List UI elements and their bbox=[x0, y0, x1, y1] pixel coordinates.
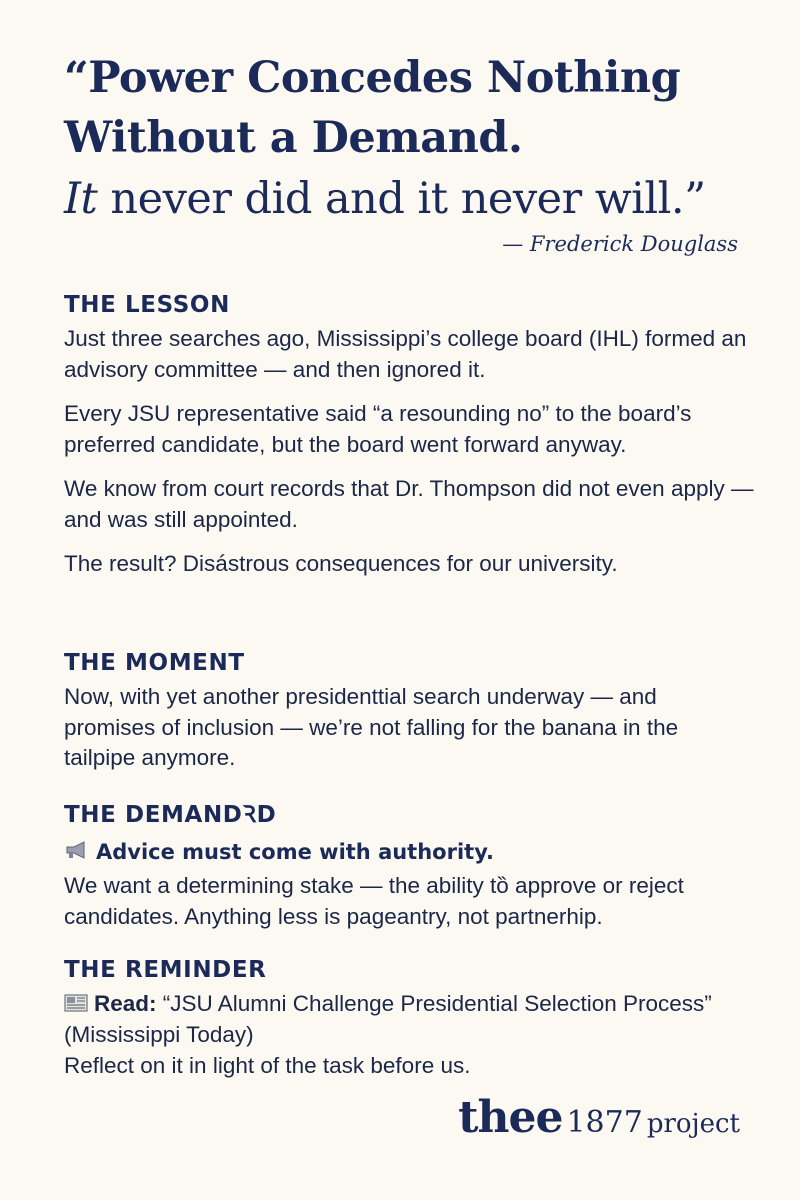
logo-project: project bbox=[646, 1109, 740, 1139]
quote-line-3 bbox=[64, 168, 764, 230]
lesson-heading: THE LESSON bbox=[64, 292, 230, 318]
demand-paragraph: We want a determining stake — the ability tȍ approve or reject candidates. Anything less is pageantry, not partnerhip. bbox=[64, 873, 684, 929]
demand-bold-line bbox=[64, 836, 764, 869]
demand-heading: THE DEMANDꝚD bbox=[64, 802, 277, 828]
logo-thee: thee bbox=[458, 1092, 563, 1143]
quote-line-1: “Power Concedes Nothing bbox=[64, 53, 681, 103]
lesson-paragraph-2: Every JSU representative said “a resounding no” to the board’s preferred candidate, but the board went forward anyway. bbox=[64, 401, 692, 457]
quote-line-3-italic: It bbox=[64, 174, 98, 224]
quote-line-2: Without a Demand. bbox=[64, 113, 523, 163]
thee-1877-project-logo bbox=[458, 1092, 740, 1143]
quote-block bbox=[64, 48, 764, 230]
lesson-paragraph-1: Just three searches ago, Mississippi’s college board (IHL) formed an advisory committee — and then ignored it. bbox=[64, 326, 747, 382]
read-article-title: “JSU Alumni Challenge Presidential Selection Process” (Mississippi Today) bbox=[64, 991, 712, 1048]
quote-attribution: — Frederick Douglass bbox=[502, 232, 738, 256]
moment-section bbox=[64, 648, 764, 774]
moment-heading: THE MOMENT bbox=[64, 650, 245, 676]
reminder-read-line bbox=[64, 989, 724, 1051]
megaphone-icon bbox=[64, 837, 90, 869]
demand-bold-text: Advice must come with authority. bbox=[96, 840, 494, 864]
logo-year: 1877 bbox=[566, 1105, 643, 1140]
lesson-paragraph-3: We know from court records that Dr. Thompson did not even apply — and was still appointed. bbox=[64, 476, 754, 532]
reminder-paragraph: Reflect on it in light of the task before us. bbox=[64, 1052, 471, 1078]
moment-paragraph: Now, with yet another presidenttial search underway — and promises of inclusion — we’re not falling for the banana in the tailpipe anymore. bbox=[64, 684, 679, 770]
reminder-heading: THE REMINDER bbox=[64, 957, 267, 983]
reminder-section bbox=[64, 955, 764, 1081]
demand-section bbox=[64, 800, 764, 932]
lesson-paragraph-4: The result? Disástrous consequences for our university. bbox=[64, 551, 618, 576]
lesson-section bbox=[64, 290, 764, 580]
quote-line-3-rest: never did and it never will.” bbox=[97, 174, 706, 224]
read-label: Read: bbox=[94, 991, 157, 1016]
newspaper-icon bbox=[64, 990, 88, 1021]
